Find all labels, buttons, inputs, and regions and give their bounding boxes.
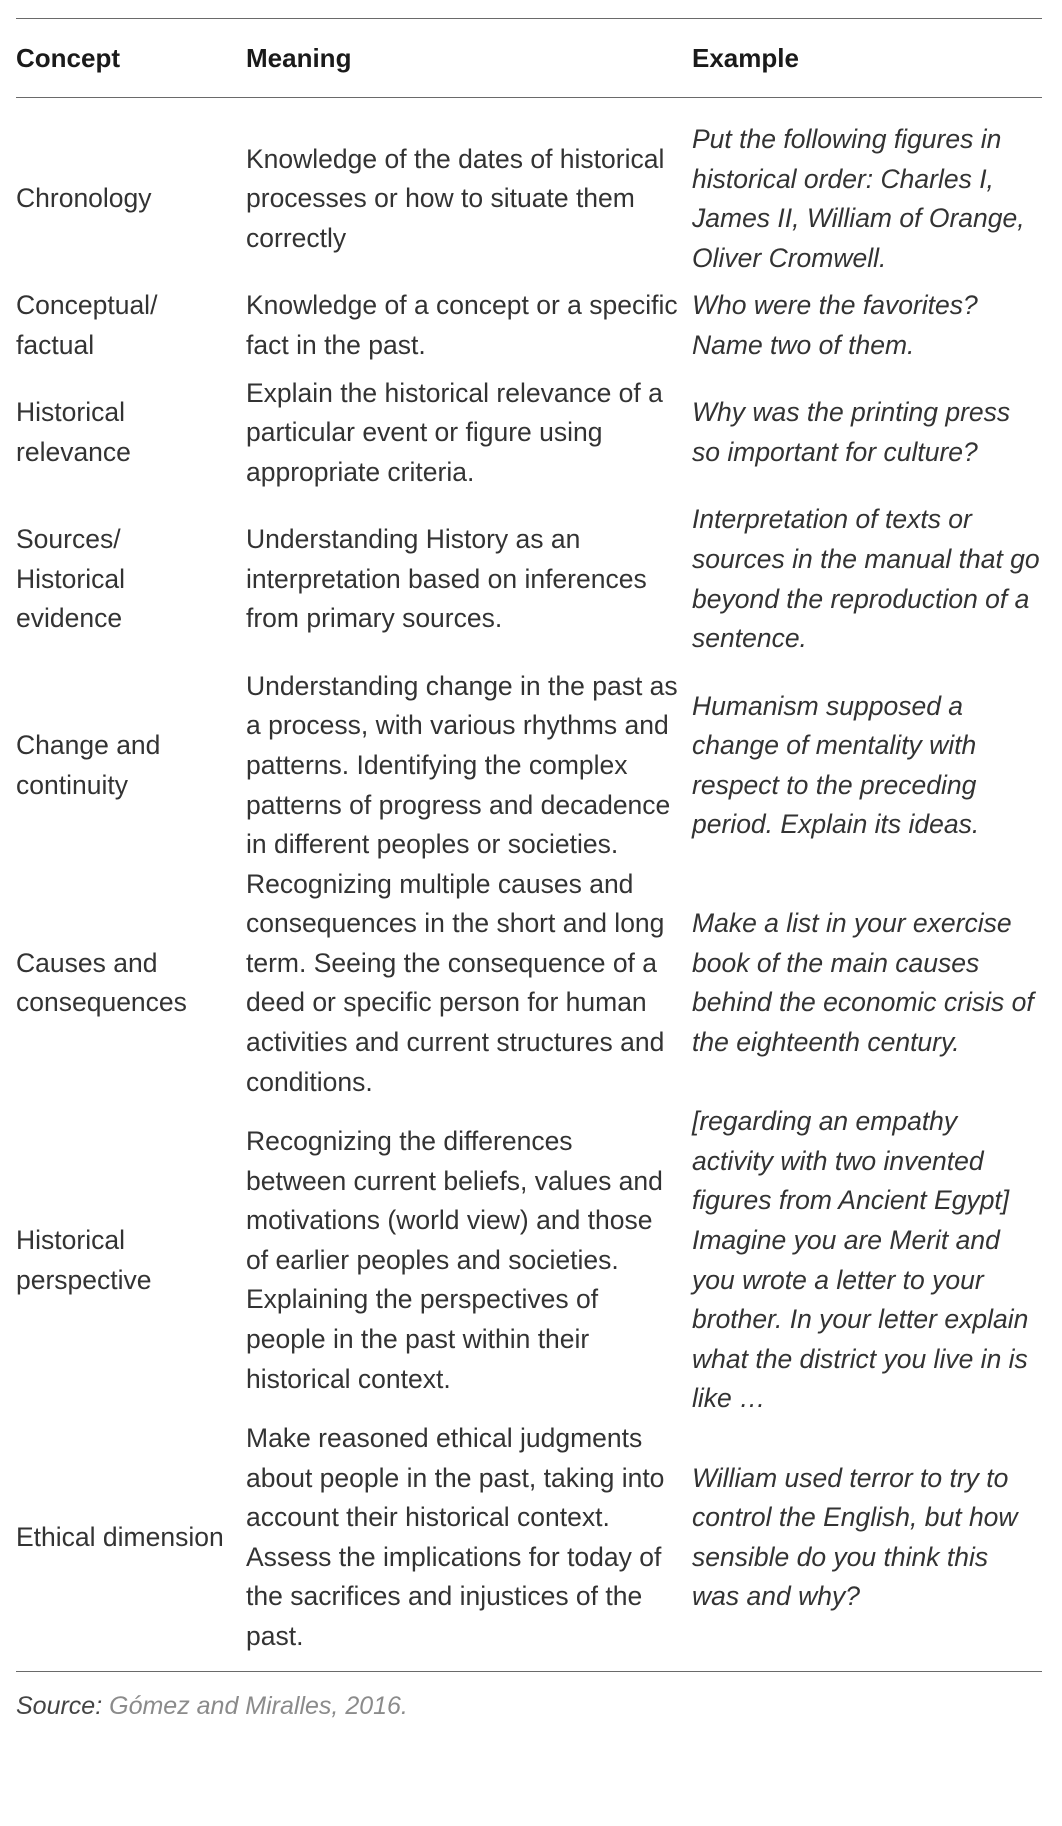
- header-row: [16, 19, 1042, 98]
- table-row: [16, 865, 1042, 1103]
- cell-meaning: Recognizing the differences between current beliefs, values and motivations (world view) and those of earlier peoples and societies. Explaining the perspectives of people in the past within their historical context.: [246, 1126, 663, 1394]
- cell-concept: Change and continuity: [16, 730, 161, 800]
- header-concept: Concept: [16, 19, 246, 98]
- cell-meaning: Explain the historical relevance of a particular event or figure using appropriate criteria.: [246, 377, 663, 487]
- table-row: [16, 659, 1042, 865]
- cell-concept: Conceptual/ factual: [16, 290, 158, 360]
- table-document: [16, 18, 1042, 1721]
- cell-meaning: Make reasoned ethical judgments about people in the past, taking into account their historical context. Assess the implications for today of the sacrifices and injustices of the past.: [246, 1423, 665, 1651]
- source-note: [16, 1672, 1042, 1721]
- table-row: [16, 278, 1042, 365]
- header-example: Example: [692, 19, 1042, 98]
- header-meaning: Meaning: [246, 19, 692, 98]
- cell-concept: Ethical dimension: [16, 1521, 224, 1552]
- table-row: [16, 98, 1042, 279]
- cell-concept: Historical relevance: [16, 397, 131, 467]
- cell-concept: Chronology: [16, 183, 152, 214]
- cell-example: [regarding an empathy activity with two invented figures from Ancient Egypt] Imagine you are Merit and you wrote a letter to your brother. In your letter explain what the district you live in is like …: [692, 1106, 1029, 1414]
- table-row: [16, 366, 1042, 493]
- cell-concept: Historical perspective: [16, 1225, 152, 1295]
- table-row: [16, 1102, 1042, 1419]
- cell-example: Who were the favorites? Name two of them.: [692, 290, 978, 360]
- cell-meaning: Understanding change in the past as a process, with various rhythms and patterns. Identifying the complex patterns of progress and decadence in different peoples or societies.: [246, 670, 678, 860]
- cell-example: Humanism supposed a change of mentality with respect to the preceding period. Explain its ideas.: [692, 690, 980, 840]
- cell-example: William used terror to try to control the English, but how sensible do you think this was and why?: [692, 1462, 1018, 1612]
- table-row: [16, 1419, 1042, 1671]
- cell-meaning: Knowledge of a concept or a specific fact in the past.: [246, 290, 678, 360]
- source-label: Source:: [16, 1691, 103, 1720]
- cell-concept: Sources/ Historical evidence: [16, 524, 125, 634]
- cell-example: Put the following figures in historical order: Charles I, James II, William of Orange, Oliver Cromwell.: [692, 124, 1025, 273]
- table-row: [16, 492, 1042, 658]
- cell-meaning: Understanding History as an interpretation based on inferences from primary sources.: [246, 524, 647, 634]
- cell-meaning: Knowledge of the dates of historical processes or how to situate them correctly: [246, 143, 665, 253]
- source-citation[interactable]: Gómez and Miralles, 2016.: [109, 1691, 408, 1720]
- cell-example: Interpretation of texts or sources in the manual that go beyond the reproduction of a sentence.: [692, 504, 1040, 654]
- cell-meaning: Recognizing multiple causes and consequences in the short and long term. Seeing the consequence of a deed or specific person for human activities and current structures and conditions.: [246, 868, 665, 1097]
- cell-example: Why was the printing press so important for culture?: [692, 397, 1011, 467]
- cell-example: Make a list in your exercise book of the main causes behind the economic crisis of the eighteenth century.: [692, 908, 1034, 1058]
- cell-concept: Causes and consequences: [16, 947, 187, 1018]
- concepts-table: [16, 19, 1042, 1671]
